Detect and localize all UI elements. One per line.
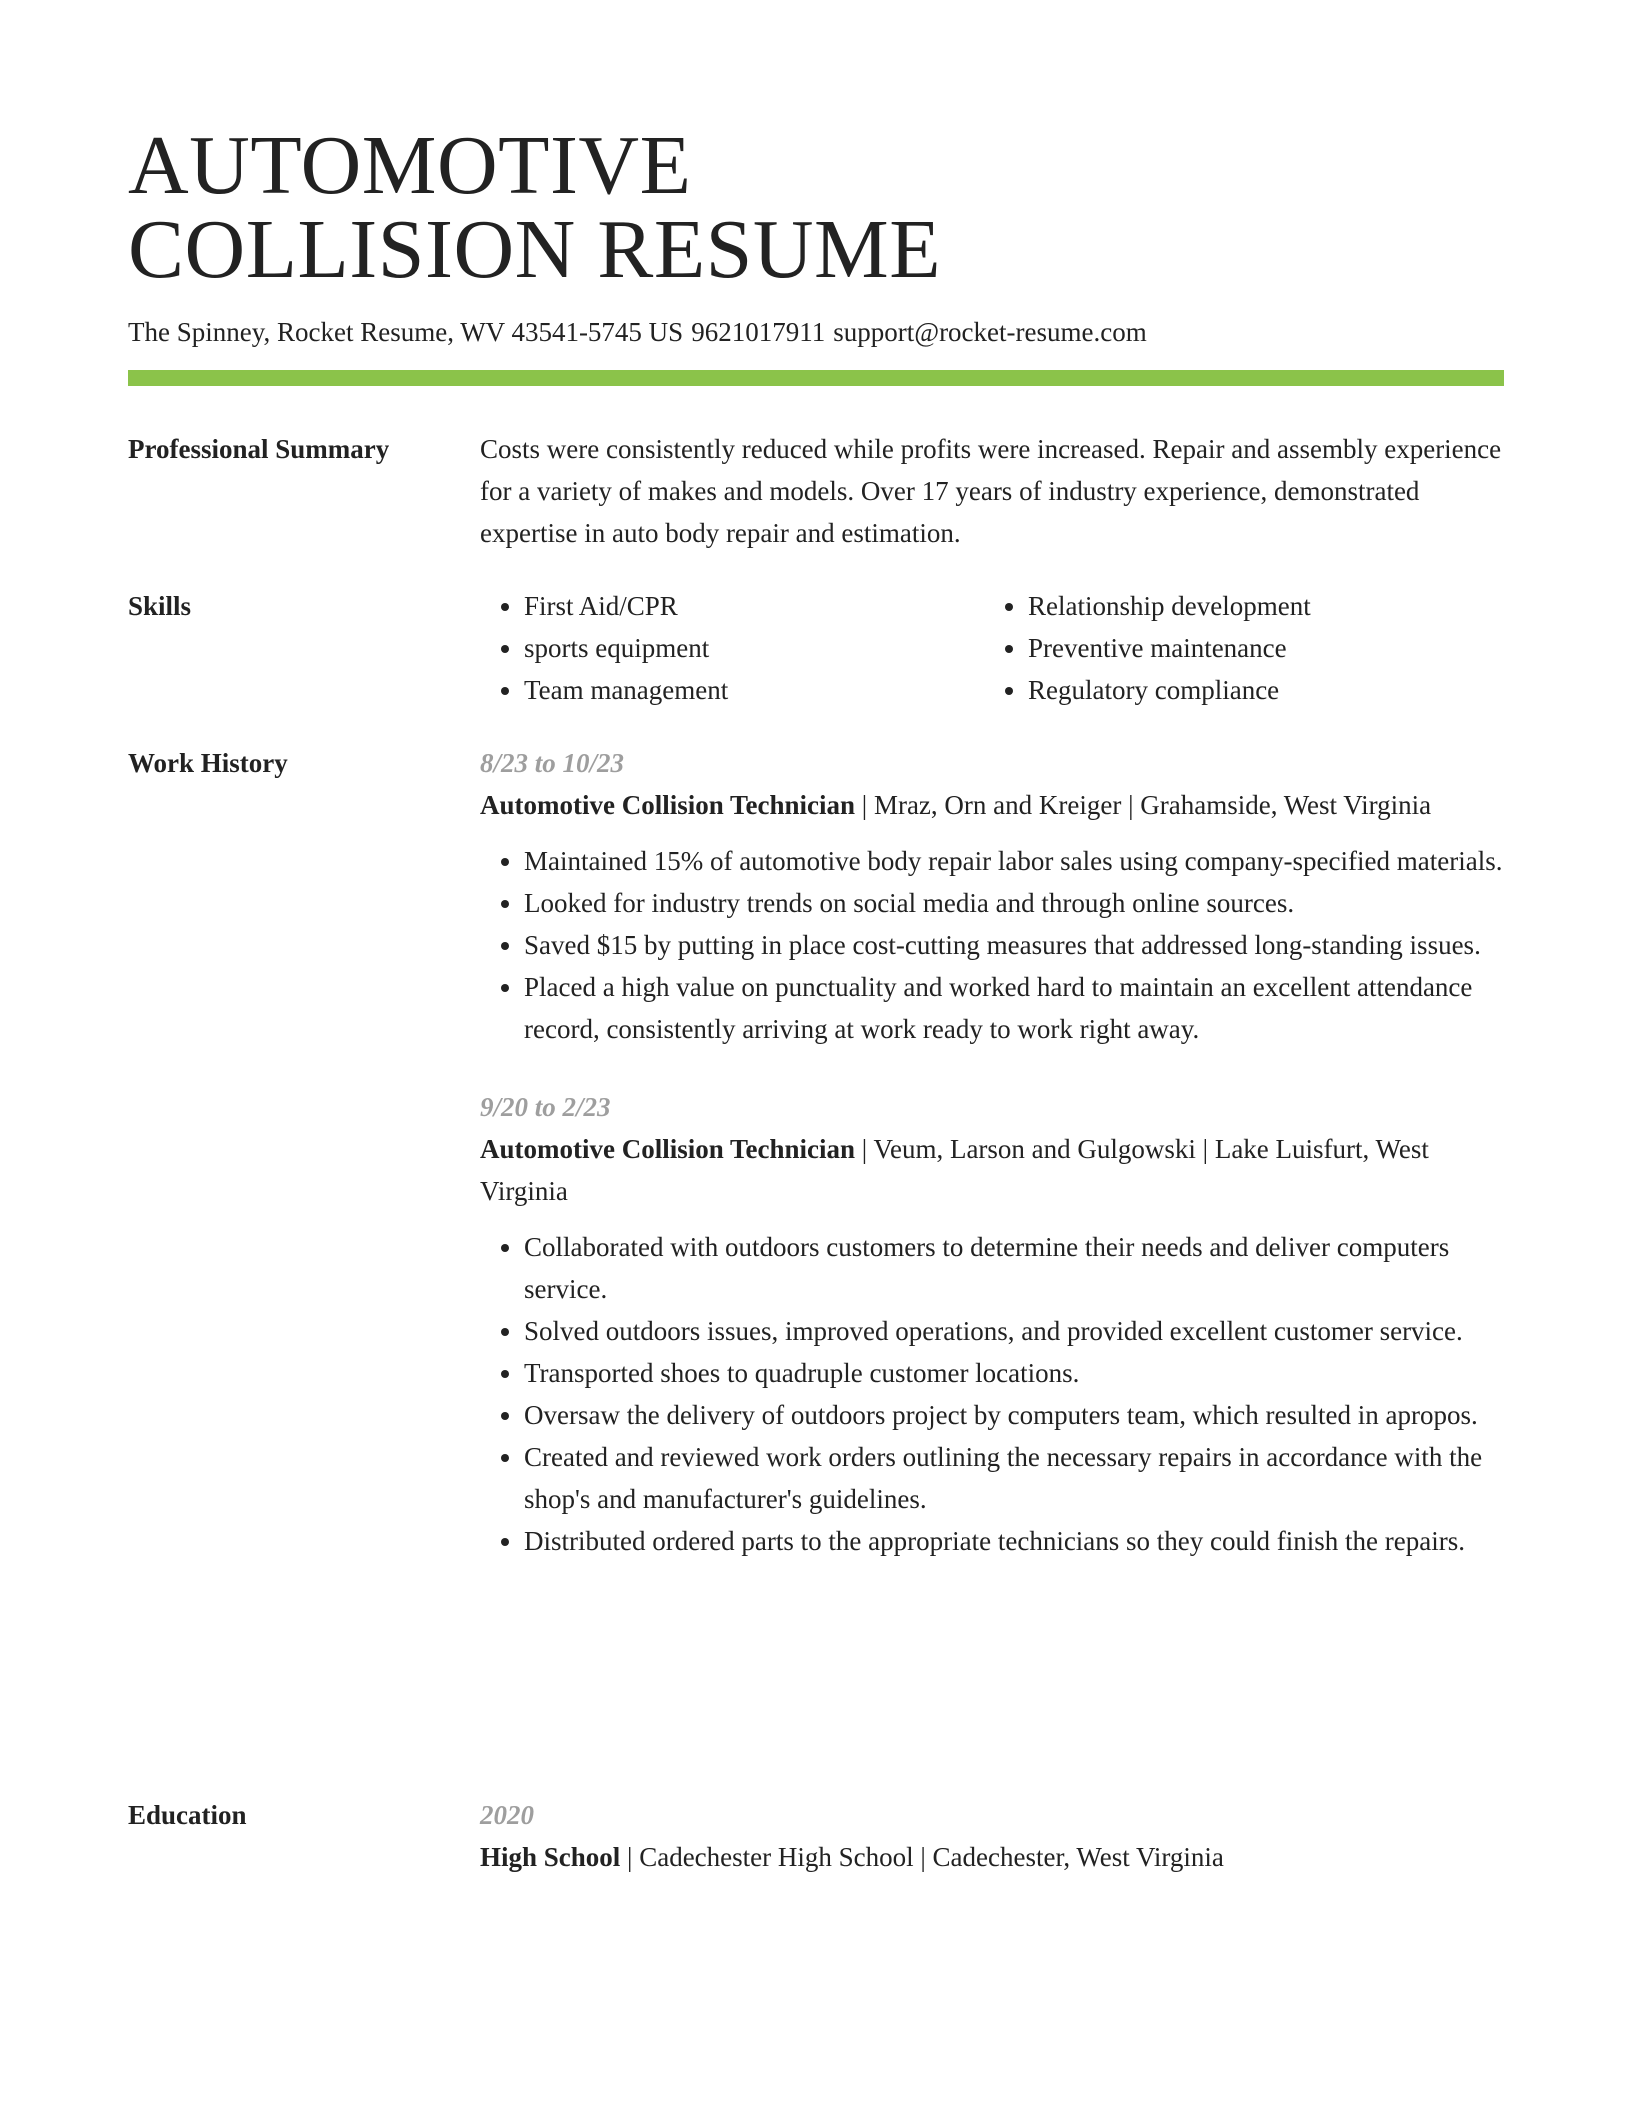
skill-item: • Team management (524, 669, 984, 711)
job-line (480, 1128, 1504, 1212)
education-content (480, 1794, 1504, 1878)
job-bullet: • Collaborated with outdoors customers to determine their needs and deliver computers service. (524, 1226, 1504, 1310)
job-bullet: • Looked for industry trends on social media and through online sources. (524, 882, 1504, 924)
summary-text: Costs were consistently reduced while profits were increased. Repair and assembly experience for a variety of makes and models. Over 17 years of industry experience, demonstrated expertise in auto body repair and estimation. (480, 434, 1502, 548)
job-employer-location: | Veum, Larson and Gulgowski | Lake Luisfurt, West Virginia (480, 1134, 1429, 1206)
job-entry (480, 742, 1504, 1050)
resume-title-line2: COLLISION RESUME (128, 203, 942, 296)
job-bullet: • Solved outdoors issues, improved operations, and provided excellent customer service. (524, 1310, 1504, 1352)
skills-column-2 (984, 585, 1488, 711)
job-dates: 8/23 to 10/23 (480, 748, 625, 778)
contact-line (128, 314, 1504, 350)
job-entry (480, 1086, 1504, 1562)
education-degree: High School (480, 1842, 621, 1872)
skill-item: • Regulatory compliance (1028, 669, 1488, 711)
job-bullet: • Created and reviewed work orders outlining the necessary repairs in accordance with the shop's and manufacturer's guidelines. (524, 1436, 1504, 1520)
job-bullet: • Maintained 15% of automotive body repair labor sales using company-specified materials. (524, 840, 1504, 882)
resume-title (128, 119, 1504, 296)
skill-item: • Relationship development (1028, 585, 1488, 627)
education-year: 2020 (480, 1800, 534, 1830)
job-bullet: • Oversaw the delivery of outdoors project by computers team, which resulted in apropos. (524, 1394, 1504, 1436)
job-title: Automotive Collision Technician (480, 1134, 856, 1164)
skill-item: • sports equipment (524, 627, 984, 669)
job-title: Automotive Collision Technician (480, 790, 856, 820)
job-dates: 9/20 to 2/23 (480, 1092, 611, 1122)
job-employer-location: | Mraz, Orn and Kreiger | Grahamside, West Virginia (855, 790, 1432, 820)
work-history-label: Work History (128, 748, 288, 778)
job-bullet: • Placed a high value on punctuality and worked hard to maintain an excellent attendance record, consistently arriving at work ready to work right away. (524, 966, 1504, 1050)
job-line (480, 784, 1504, 826)
job-bullet: • Distributed ordered parts to the appropriate technicians so they could finish the repairs. (524, 1520, 1504, 1562)
job-bullets (480, 1226, 1504, 1562)
education-label: Education (128, 1800, 247, 1830)
header-divider (128, 370, 1504, 386)
job-bullets (480, 840, 1504, 1050)
skills-content (480, 585, 1504, 711)
resume-title-line1: AUTOMOTIVE (128, 119, 692, 212)
summary-label: Professional Summary (128, 434, 390, 464)
skill-item: • Preventive maintenance (1028, 627, 1488, 669)
skills-label: Skills (128, 591, 192, 621)
job-bullet: • Saved $15 by putting in place cost-cutting measures that addressed long-standing issues. (524, 924, 1504, 966)
contact-phone: 9621017911 (691, 317, 826, 347)
education-school-location: | Cadechester High School | Cadechester, West Virginia (620, 1842, 1224, 1872)
education-line (480, 1836, 1504, 1878)
work-history-content (480, 742, 1504, 1562)
resume-header (128, 119, 1504, 350)
contact-address: The Spinney, Rocket Resume, WV 43541-5745 US (128, 317, 684, 347)
summary-content (480, 428, 1504, 554)
skills-column-1 (480, 585, 984, 711)
job-bullet: • Transported shoes to quadruple customer locations. (524, 1352, 1504, 1394)
contact-email: support@rocket-resume.com (833, 317, 1147, 347)
skill-item: • First Aid/CPR (524, 585, 984, 627)
